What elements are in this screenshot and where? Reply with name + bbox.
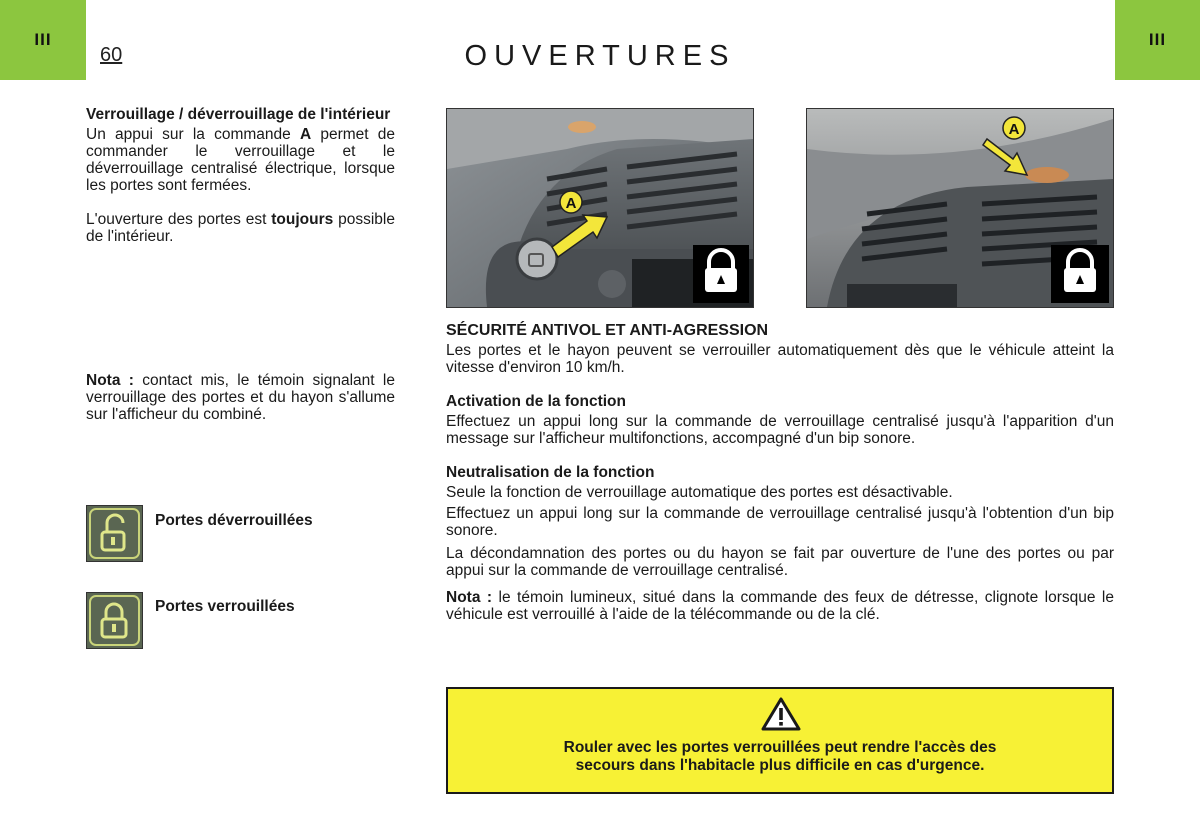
- locked-label: Portes verrouillées: [155, 598, 295, 615]
- security-intro: Les portes et le hayon peuvent se verrouiller automatiquement dès que le véhicule atteint la vitesse d'environ 10 km/h.: [446, 342, 1114, 376]
- marker-a-label: A: [565, 195, 577, 212]
- warning-line-2: secours dans l'habitacle plus difficile en cas d'urgence.: [575, 757, 985, 774]
- text-run-bold: A: [299, 126, 312, 143]
- section-tab-left: [0, 0, 86, 80]
- left-nota: [86, 372, 395, 423]
- section-marker-right: III: [1148, 30, 1167, 49]
- dashboard-photo-left: [446, 108, 754, 308]
- neutralisation-text-1: Seule la fonction de verrouillage automatique des portes est désactivable.: [446, 484, 953, 501]
- unlocked-label: Portes déverrouillées: [155, 512, 313, 529]
- neutralisation-text-3: La décondamnation des portes ou du hayon se fait par ouverture de l'une des portes ou par appui sur la commande de verrouillage centralisé.: [446, 545, 1114, 579]
- nota-label: Nota :: [446, 589, 493, 606]
- locked-lamp-icon: [86, 592, 143, 649]
- text-run: Un appui sur la commande: [86, 126, 300, 143]
- marker-a-label: A: [1008, 121, 1020, 138]
- left-heading: Verrouillage / déverrouillage de l'intérieur: [86, 106, 391, 123]
- security-heading: SÉCURITÉ ANTIVOL ET ANTI-AGRESSION: [446, 322, 769, 339]
- activation-text: Effectuez un appui long sur la commande de verrouillage centralisé jusqu'à l'apparition d'un message sur l'afficheur multifonctions, accompagné d'un bip sonore.: [446, 413, 1114, 447]
- warning-triangle-icon: [760, 696, 802, 732]
- left-paragraph-2: [86, 211, 395, 245]
- right-nota: [446, 589, 1114, 623]
- neutralisation-heading: Neutralisation de la fonction: [446, 464, 655, 481]
- warning-line-1: Rouler avec les portes verrouillées peut rendre l'accès des: [563, 739, 997, 756]
- neutralisation-text-2: Effectuez un appui long sur la commande de verrouillage centralisé jusqu'à l'obtention d'un bip sonore.: [446, 505, 1114, 539]
- unlocked-lamp-icon: [86, 505, 143, 562]
- page-title: OUVERTURES: [464, 40, 736, 72]
- section-marker-left: III: [34, 30, 52, 49]
- left-column: [86, 106, 395, 423]
- nota-label: Nota :: [86, 372, 134, 389]
- dashboard-photo-right: [806, 108, 1114, 308]
- nota-text: le témoin lumineux, situé dans la commande des feux de détresse, clignote lorsque le véhicule est verrouillé à l'aide de la télécommande ou de la clé.: [446, 589, 1114, 623]
- nota-text: contact mis, le témoin signalant le verrouillage des portes et du hayon s'allume sur l'afficheur du combiné.: [86, 372, 395, 423]
- text-run: permet de commander le verrouillage et le déverrouillage centralisé électrique, lorsque les portes sont fermées.: [86, 126, 395, 194]
- warning-text: [448, 739, 1112, 775]
- warning-box: [446, 687, 1114, 794]
- left-paragraph-1: [86, 126, 395, 194]
- right-column: [446, 322, 1114, 623]
- text-run: L'ouverture des portes est: [86, 211, 272, 228]
- page-number: 60: [100, 44, 123, 66]
- section-tab-right: [1115, 0, 1200, 80]
- text-run-bold: toujours: [271, 211, 334, 228]
- activation-heading: Activation de la fonction: [446, 393, 626, 410]
- text-run: possible de l'intérieur.: [86, 211, 395, 245]
